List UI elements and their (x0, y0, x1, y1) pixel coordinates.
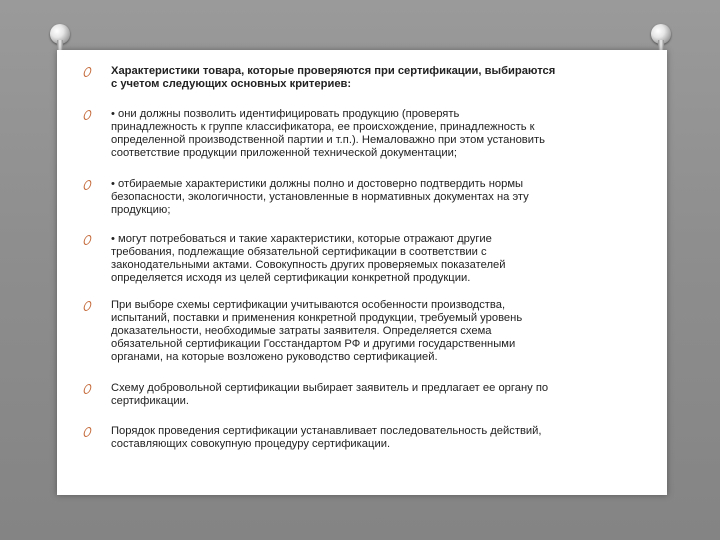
item-text: • могут потребоваться и такие характеристики, которые отражают другие требования, подлежащие обязательной сертификации в соответствии с законодательными актами. Совокупность других проверяемых показателей определяется исходя из целей сертификации конкретной продукции. (111, 233, 506, 284)
bullet-marker-icon (82, 67, 92, 77)
item-text: • они должны позволить идентифицировать продукцию (проверять принадлежность к группе классификатора, ее происхождение, принадлежность к определенной производственной партии и т.п.). Немаловажно при этом установить соответствие продукции приложенной технической документации; (111, 108, 545, 159)
slide-panel (57, 50, 667, 495)
item-text: Порядок проведения сертификации устанавливает последовательность действий, составляющих совокупную процедуру сертификации. (111, 425, 542, 450)
item-text: • отбираемые характеристики должны полно и достоверно подтвердить нормы безопасности, экологичности, установленные в нормативных документах на эту продукцию; (111, 178, 529, 216)
item-text: Характеристики товара, которые проверяются при сертификации, выбираются с учетом следующих основных критериев: (111, 65, 556, 90)
bullet-marker-icon (82, 384, 92, 394)
bullet-marker-icon (82, 110, 92, 120)
item-text: Схему добровольной сертификации выбирает заявитель и предлагает ее органу по сертификации. (111, 382, 549, 407)
bullet-list (57, 50, 667, 495)
bullet-marker-icon (82, 180, 92, 190)
bullet-marker-icon (82, 301, 92, 311)
bullet-marker-icon (82, 427, 92, 437)
item-text: При выборе схемы сертификации учитываются особенности производства, испытаний, поставки и применения конкретной продукции, требуемый уровень доказательности, необходимые затраты заявителя. Определяется схема обязательной сертификации Госстандартом РФ и другими государственными органами, на которые возложено руководство сертификацией. (111, 299, 523, 363)
bullet-marker-icon (82, 235, 92, 245)
